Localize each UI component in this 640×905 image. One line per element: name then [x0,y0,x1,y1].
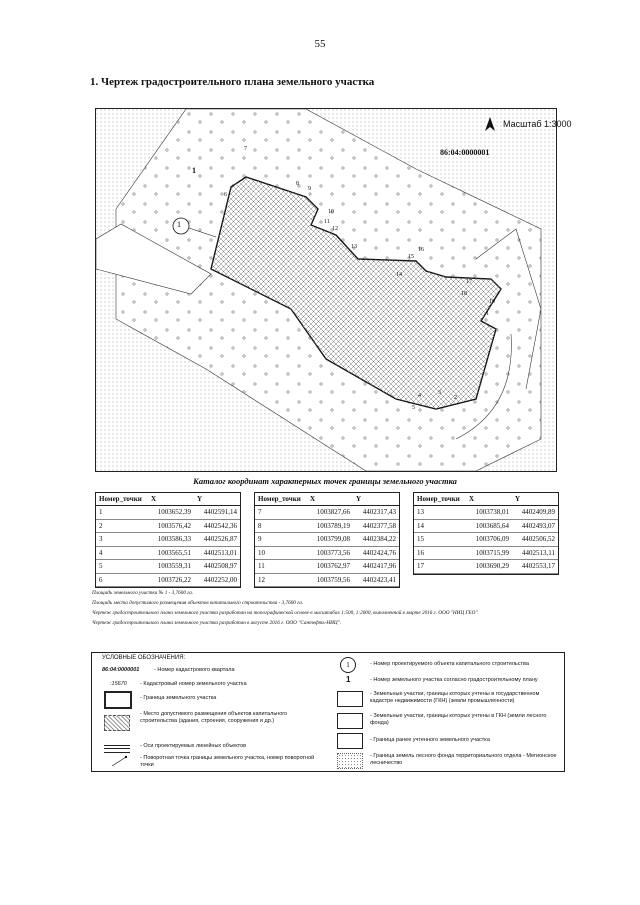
legend-text-quarter: - Номер кадастрового квартала [154,667,235,673]
forestry-border-symbol [337,753,363,769]
point-label-10: 10 [328,209,334,215]
legend-text-object-number: - Номер проектируемого объекта капитального строительства [370,661,529,667]
table-row: 10 1003773,56 4402424,76 [255,546,399,560]
col-header-x: X [307,493,353,506]
table-row: 13 1003738,01 4402409,89 [414,506,558,520]
table-row: 14 1003685,64 4402493,07 [414,519,558,533]
note-placement-area: Площадь места допустимого размещения объектов капитального строительства - 3,7600 га. [92,600,304,607]
legend-symbol-quarter: 86:04:0000001 [102,667,140,673]
parcel-boundary-symbol [104,691,132,709]
linear-axes-symbol [104,745,130,753]
col-header-y: Y [194,493,240,506]
object-number-symbol: 1 [340,657,356,673]
note-parcel-area: Площадь земельного участка № 1 - 3,7600 га. [92,590,194,596]
col-header-point: Номер_точки [96,493,148,506]
table-row: 3 1003586,33 4402526,87 [96,533,240,547]
point-label-14: 14 [396,272,402,278]
industrial-land-symbol [337,691,363,707]
table-row: 11 1003762,97 4402417,96 [255,560,399,574]
point-label-5: 5 [412,405,415,411]
point-label-6: 6 [224,192,227,198]
point-label-17: 17 [466,279,472,285]
col-header-x: X [148,493,194,506]
catalog-title: Каталог координат характерных точек границы земельного участка [193,476,457,486]
point-label-2: 2 [454,395,457,401]
legend-text-turning-point: - Поворотная точка границы земельного участка, номер поворотной точки [140,755,315,769]
col-header-x: X [466,493,512,506]
point-label-11: 11 [324,219,330,225]
col-header-point: Номер_точки [255,493,307,506]
table-row: 5 1003559,31 4402508,97 [96,560,240,574]
table-row: 16 1003715,99 4402513,11 [414,546,558,560]
point-label-19: 19 [489,299,495,305]
legend-text-boundary: - Граница земельного участка [140,695,217,701]
object-number-label: 1 [177,220,181,229]
legend-text-cadastral: - Кадастровый номер земельного участка [140,681,247,687]
legend-text-forest: - Земельные участки, границы которых учтены в ГКН (земли лесного фонда) [370,713,547,727]
point-label-9: 9 [308,186,311,192]
table-row: 6 1003726,22 4402252,00 [96,573,240,587]
point-label-13: 13 [351,244,357,250]
placement-area-symbol [104,715,130,731]
point-label-7: 7 [244,146,247,152]
map-scale: Масштаб 1:3000 [503,119,572,129]
section-heading: 1. Чертеж градостроительного плана земельного участка [90,76,375,88]
legend-text-parcel-number: - Номер земельного участка согласно градостроительному плану [370,677,538,683]
legend-text-forestry: - Граница земель лесного фонда территориального отдела - Мегионское лесничество [370,753,557,767]
coordinate-table-3 [413,492,559,575]
table-row: 8 1003789,19 4402377,58 [255,519,399,533]
prior-parcel-symbol [337,733,363,749]
parcel-number-symbol: 1 [346,675,351,684]
table-row: 4 1003565,51 4402513,01 [96,546,240,560]
table-row: 15 1003706,09 4402506,52 [414,533,558,547]
site-plan-drawing [95,108,557,472]
table-row: 17 1003690,29 4402553,17 [414,560,558,574]
table-row: 7 1003827,66 4402317,43 [255,506,399,520]
note-topographic-basis: Чертеж градостроительного плана земельного участка разработан на топографической основе в масштабах 1:500, 1:2000, выполненной в марте 2016 г. ООО "НИЦ ГЕО". [92,610,479,617]
legend-text-prior-parcel: - Граница ранее учтенного земельного участка [370,737,490,743]
parcel-number-label: 1 [192,166,196,175]
point-label-8: 8 [296,181,299,187]
turning-point-icon [110,754,130,768]
note-developer: Чертеж градостроительного плана земельного участка разработан в августе 2016 г. ООО "Сантефть-НИЦ". [92,620,342,627]
point-label-12: 12 [332,226,338,232]
table-row: 1 1003652,39 4402591,14 [96,506,240,520]
cadastral-quarter-label: 86:04:0000001 [440,148,490,157]
point-label-3: 3 [438,390,441,396]
point-label-4: 4 [418,393,421,399]
point-label-15: 15 [408,254,414,260]
legend-text-axes: - Оси проектируемых линейных объектов [140,743,247,749]
plan-notes [92,590,562,630]
legend [91,652,565,772]
coordinate-table-2 [254,492,400,588]
legend-symbol-cadastral: :15670 [110,681,127,687]
point-label-16: 16 [418,247,424,253]
forest-land-symbol [337,713,363,729]
legend-text-placement: - Место допустимого размещения объектов капитального строительства (здания, строения, сооружения и др.) [140,711,288,725]
table-row: 9 1003799,08 4402384,22 [255,533,399,547]
col-header-y: Y [353,493,399,506]
col-header-y: Y [512,493,558,506]
legend-title: УСЛОВНЫЕ ОБОЗНАЧЕНИЯ: [102,655,186,661]
table-row: 12 1003759,56 4402423,41 [255,573,399,587]
point-label-1: 1 [486,311,489,317]
point-label-18: 18 [461,291,467,297]
table-row: 2 1003576,42 4402542,36 [96,519,240,533]
col-header-point: Номер_точки [414,493,466,506]
coordinate-table-1 [95,492,241,588]
legend-text-industrial: - Земельные участки, границы которых учтены в государственном кадастре недвижимости (ГКН) (земли промышленности) [370,691,540,705]
page-number: 55 [314,38,326,50]
north-arrow-icon [482,116,498,132]
